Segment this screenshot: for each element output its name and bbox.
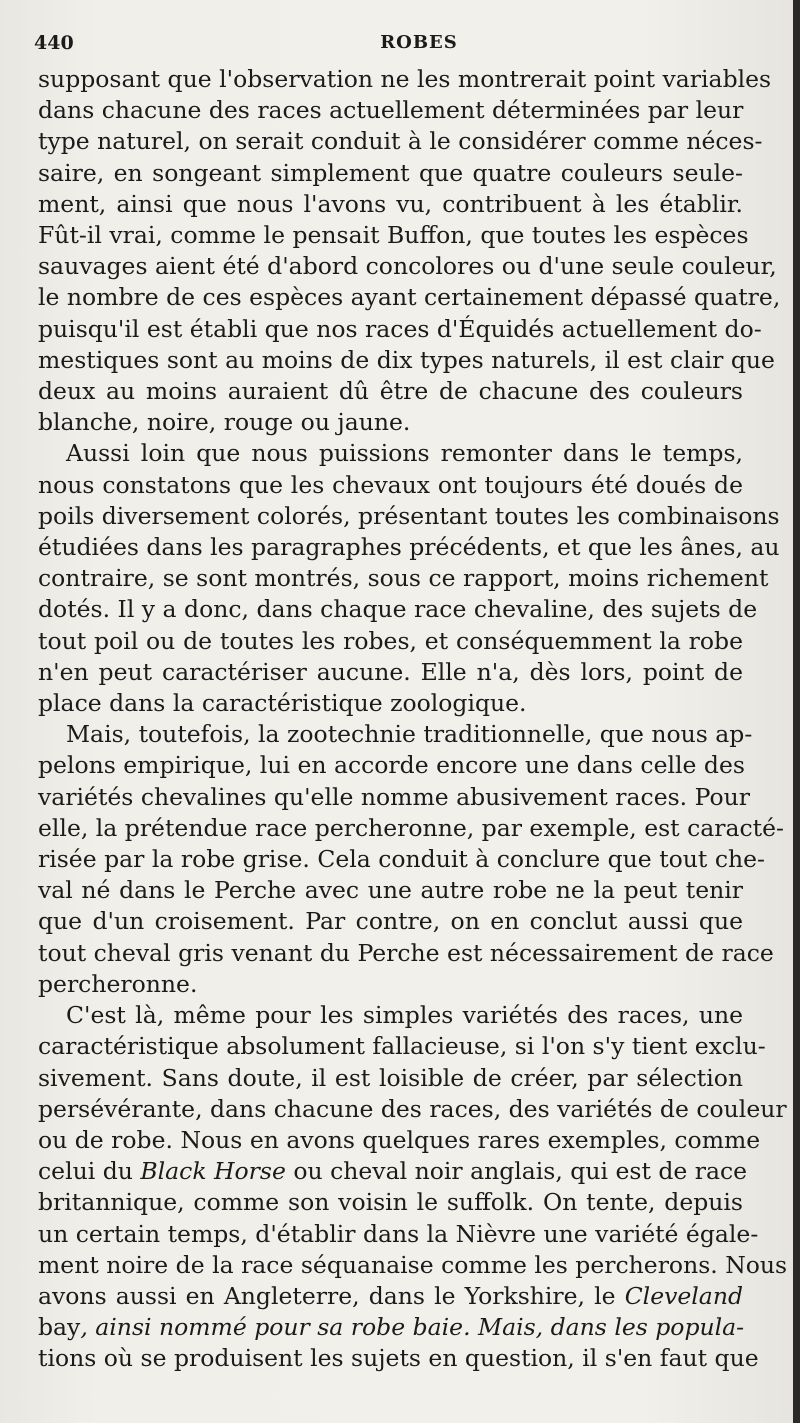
text-line: Mais, toutefois, la zootechnie traditionnelle, que nous ap- [66,720,753,749]
text-line: variétés chevalines qu'elle nomme abusivement races. Pour [38,782,750,811]
paragraph [38,64,781,438]
text-line: étudiées dans les paragraphes précédents, et que les ânes, au [38,533,780,562]
body-text [38,64,788,1375]
text-line: pelons empirique, lui en accorde encore une dans celle des [38,751,745,780]
text-line: ment, ainsi que nous l'avons vu, contribuent à les établir. [38,189,743,218]
text-line: Fût-il vrai, comme le pensait Buffon, que toutes les espèces [38,221,749,250]
text-line: saire, en songeant simplement que quatre couleurs seule- [38,158,743,187]
text-line: C'est là, même pour les simples variétés des races, une [66,1001,743,1030]
paragraph [38,719,784,1000]
text-line: bay, ainsi nommé pour sa robe baie. Mais, dans les popula- [38,1313,745,1342]
text-line: que d'un croisement. Par contre, on en conclut aussi que [38,907,743,936]
page-edge-shadow [793,0,800,1423]
text-line: blanche, noire, rouge ou jaune. [38,408,411,437]
text-line: nous constatons que les chevaux ont toujours été doués de [38,470,743,499]
text-line: mestiques sont au moins de dix types naturels, il est clair que [38,345,775,374]
text-line: persévérante, dans chacune des races, des variétés de couleur [38,1094,787,1123]
text-line: un certain temps, d'établir dans la Nièvre une variété égale- [38,1219,759,1248]
text-line: puisqu'il est établi que nos races d'Équidés actuellement do- [38,314,762,343]
text-line: risée par la robe grise. Cela conduit à conclure que tout che- [38,845,765,874]
text-line: deux au moins auraient dû être de chacune des couleurs [38,377,743,406]
text-line: place dans la caractéristique zoologique. [38,689,527,718]
paragraph [38,1000,788,1374]
text-line: tout cheval gris venant du Perche est nécessairement de race [38,938,774,967]
text-line: n'en peut caractériser aucune. Elle n'a, dès lors, point de [38,657,743,686]
text-line: contraire, se sont montrés, sous ce rapport, moins richement [38,564,769,593]
text-line: val né dans le Perche avec une autre robe ne la peut tenir [38,876,743,905]
text-line: celui du Black Horse ou cheval noir anglais, qui est de race [38,1157,748,1186]
text-line: ou de robe. Nous en avons quelques rares exemples, comme [38,1125,761,1154]
running-head: ROBES [380,32,458,53]
text-line: supposant que l'observation ne les montrerait point variables [38,65,772,93]
text-line: avons aussi en Angleterre, dans le Yorkshire, le Cleveland [38,1281,743,1310]
text-line: percheronne. [38,969,198,998]
text-line: type naturel, on serait conduit à le considérer comme néces- [38,127,763,156]
text-line: Aussi loin que nous puissions remonter dans le temps, [66,439,743,468]
text-line: elle, la prétendue race percheronne, par exemple, est caracté- [38,813,784,842]
text-line: dotés. Il y a donc, dans chaque race chevaline, des sujets de [38,595,758,624]
text-line: dans chacune des races actuellement déterminées par leur [38,96,744,125]
text-line: britannique, comme son voisin le suffolk. On tente, depuis [38,1188,743,1217]
text-line: poils diversement colorés, présentant toutes les combinaisons [38,501,780,530]
text-line: ment noire de la race séquanaise comme les percherons. Nous [38,1250,788,1279]
text-line: tout poil ou de toutes les robes, et conséquemment la robe [38,626,743,655]
page-header [34,30,744,60]
page-number: 440 [34,32,74,54]
paragraph [38,438,780,719]
text-line: caractéristique absolument fallacieuse, si l'on s'y tient exclu- [38,1032,766,1061]
text-line: tions où se produisent les sujets en question, il s'en faut que [38,1344,759,1373]
text-line: sivement. Sans doute, il est loisible de créer, par sélection [38,1063,743,1092]
text-line: sauvages aient été d'abord concolores ou d'une seule couleur, [38,252,777,281]
text-line: le nombre de ces espèces ayant certainement dépassé quatre, [38,283,781,312]
